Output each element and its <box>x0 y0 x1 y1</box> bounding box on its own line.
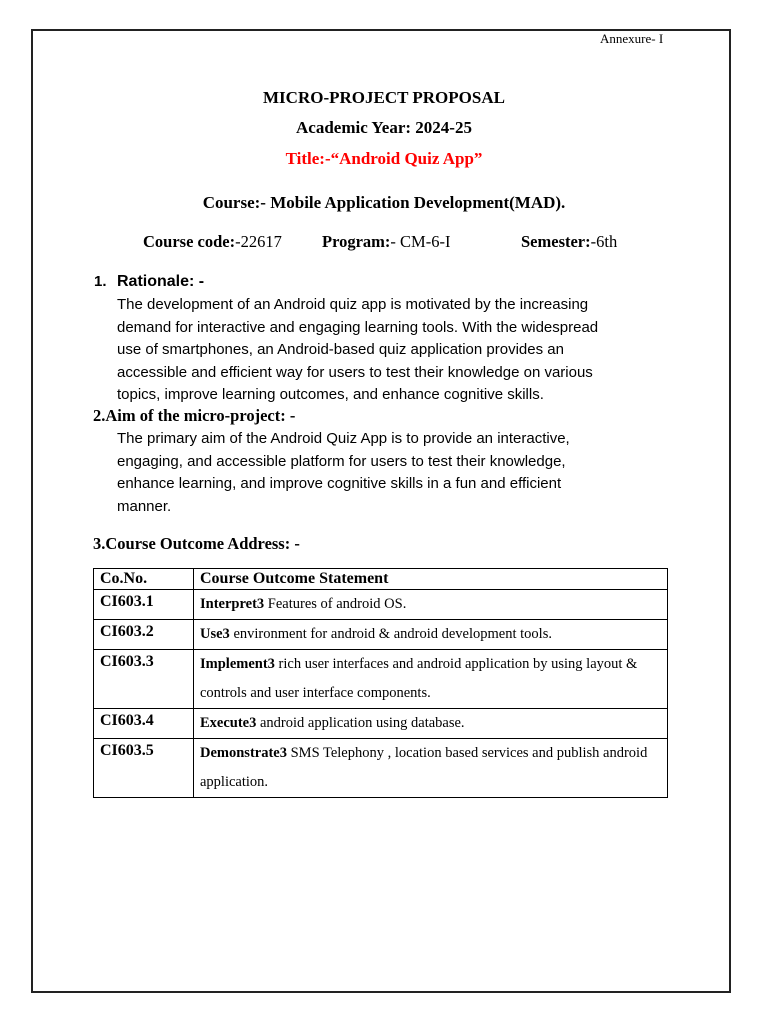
semester <box>521 232 617 252</box>
annexure-label: Annexure- I <box>600 31 664 46</box>
rationale-line: demand for interactive and engaging learning tools. With the widespread <box>117 318 599 336</box>
co-text: android application using database. <box>256 715 465 731</box>
course-outcome-table <box>93 568 668 798</box>
co-verb: Implement3 <box>200 656 275 672</box>
table-row <box>94 620 668 650</box>
project-title: Title:-“Android Quiz App” <box>285 149 483 168</box>
aim-line: The primary aim of the Android Quiz App is to provide an interactive, <box>117 430 570 447</box>
proposal-heading: MICRO-PROJECT PROPOSAL <box>263 88 505 107</box>
co-verb: Interpret3 <box>200 596 265 612</box>
co-text: environment for android & android development tools. <box>229 626 552 642</box>
col-header-statement: Course Outcome Statement <box>194 569 668 590</box>
co-verb: Use3 <box>200 626 230 642</box>
rationale-line: accessible and efficient way for users to test their knowledge on various <box>117 363 593 381</box>
table-row <box>94 590 668 620</box>
rationale-line: topics, improve learning outcomes, and enhance cognitive skills. <box>117 386 544 403</box>
co-verb: Demonstrate3 <box>200 745 287 761</box>
co-code: CI603.4 <box>94 709 194 739</box>
co-statement <box>194 620 668 650</box>
aim-paragraph <box>117 428 677 518</box>
course-code <box>143 232 282 252</box>
program <box>322 232 450 252</box>
col-header-code: Co.No. <box>94 569 194 590</box>
aim-line: enhance learning, and improve cognitive skills in a fun and efficient <box>117 475 562 492</box>
co-text: rich user interfaces and android application by using layout & controls and user interface components. <box>200 656 638 701</box>
semester-label: Semester: <box>521 232 591 251</box>
aim-line: engaging, and accessible platform for users to test their knowledge, <box>117 452 566 470</box>
program-value: - CM-6-I <box>390 232 451 251</box>
aim-heading: 2.Aim of the micro-project: - <box>93 406 296 425</box>
co-code: CI603.3 <box>94 650 194 709</box>
table-header-row <box>94 569 668 590</box>
program-label: Program: <box>322 232 391 251</box>
outcomes-heading: 3.Course Outcome Address: - <box>93 534 300 553</box>
semester-value: -6th <box>590 232 618 251</box>
co-text: SMS Telephony , location based services and publish android application. <box>200 745 648 790</box>
co-verb: Execute3 <box>200 715 257 731</box>
course-name: Course:- Mobile Application Development(MAD). <box>202 193 566 212</box>
table-row <box>94 739 668 798</box>
co-statement <box>194 650 668 709</box>
rationale-heading: Rationale: - <box>117 273 205 290</box>
co-code: CI603.1 <box>94 590 194 620</box>
rationale-number: 1. <box>94 273 107 290</box>
co-statement <box>194 590 668 620</box>
table-row <box>94 709 668 739</box>
co-code: CI603.2 <box>94 620 194 650</box>
co-code: CI603.5 <box>94 739 194 798</box>
course-code-value: -22617 <box>235 232 282 251</box>
academic-year: Academic Year: 2024-25 <box>296 118 472 137</box>
course-code-label: Course code: <box>143 232 236 251</box>
co-text: Features of android OS. <box>264 596 407 612</box>
co-statement <box>194 739 668 798</box>
rationale-paragraph <box>117 294 677 407</box>
aim-line: manner. <box>117 497 172 515</box>
rationale-line: The development of an Android quiz app is motivated by the increasing <box>117 296 589 313</box>
rationale-line: use of smartphones, an Android-based quiz application provides an <box>117 341 564 358</box>
table-row <box>94 650 668 709</box>
co-statement <box>194 709 668 739</box>
